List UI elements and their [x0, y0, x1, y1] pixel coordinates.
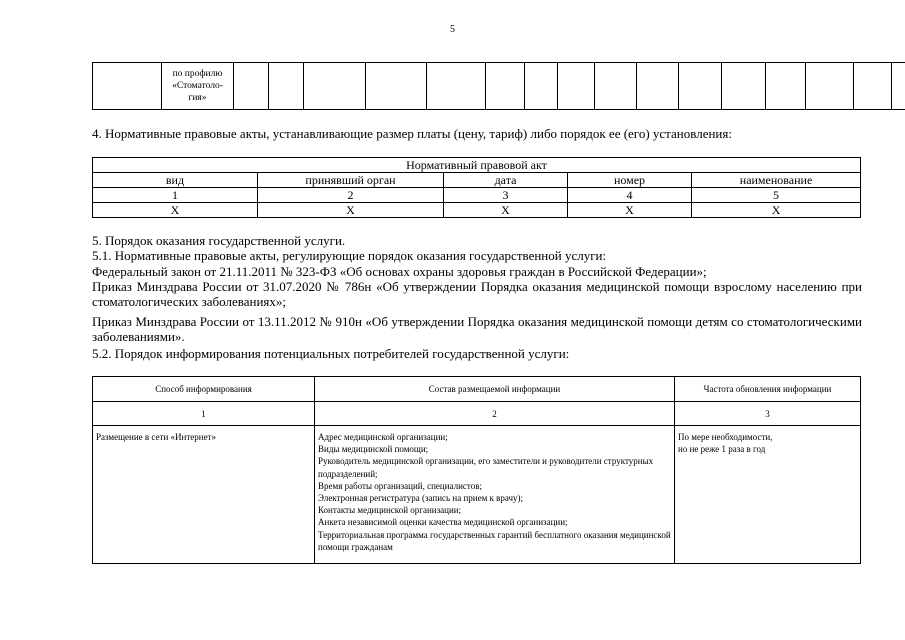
federal-law-text: Федеральный закон от 21.11.2011 № 323-ФЗ «Об основах охраны здоровья граждан в Российской Федерации»; — [92, 264, 707, 279]
section-5-1-heading: 5.1. Нормативные правовые акты, регулирующие порядок оказания государственной услуги: — [92, 248, 607, 263]
column-number: 1 — [93, 402, 315, 426]
column-header: принявший орган — [258, 173, 444, 188]
content-line: Территориальная программа государственных гарантий бесплатного оказания медицинской помощи гражданам — [318, 529, 671, 552]
top-table-cell — [93, 63, 162, 110]
top-table-cell — [766, 63, 806, 110]
order-786n-text: Приказ Минздрава России от 31.07.2020 № 786н «Об утверждении Порядка оказания медицинской помощи взрослому населению при стоматологических заболеваниях»; — [92, 279, 862, 309]
content-line: Анкета независимой оценки качества медицинской организации; — [318, 517, 568, 528]
column-number: 1 — [93, 188, 258, 203]
column-header: Частота обновления информации — [675, 377, 861, 402]
top-table-cell — [722, 63, 766, 110]
top-table-cell — [427, 63, 486, 110]
profile-line: гия» — [188, 93, 207, 103]
page-number: 5 — [450, 24, 455, 35]
table-cell: Х — [692, 203, 861, 218]
table-cell: Х — [93, 203, 258, 218]
top-table-cell — [679, 63, 722, 110]
informing-method-cell: Размещение в сети «Интернет» — [93, 426, 315, 564]
order-910n-text: Приказ Минздрава России от 13.11.2012 № 910н «Об утверждении Порядка оказания медицинской помощи детям со стоматологическими заболеваниями». — [92, 314, 862, 344]
top-table-cell — [892, 63, 905, 110]
column-number: 2 — [258, 188, 444, 203]
top-table-cell — [854, 63, 892, 110]
top-table-cell — [366, 63, 427, 110]
content-line: Электронная регистратура (запись на прием к врачу); — [318, 493, 524, 504]
profile-line: по профилю — [172, 69, 223, 79]
top-table — [92, 62, 905, 110]
section-5-heading: 5. Порядок оказания государственной услуги. — [92, 233, 346, 248]
column-number: 5 — [692, 188, 861, 203]
top-table-cell — [234, 63, 269, 110]
column-header: наименование — [692, 173, 861, 188]
top-table-cell — [304, 63, 366, 110]
column-header: Способ информирования — [93, 377, 315, 402]
profile-line: «Стоматоло- — [172, 81, 223, 91]
column-header: дата — [444, 173, 568, 188]
top-table-cell — [637, 63, 679, 110]
profile-cell — [162, 63, 234, 110]
frequency-line: но не реже 1 раза в год — [678, 444, 766, 455]
content-line: Контакты медицинской организации; — [318, 505, 462, 516]
column-header: номер — [568, 173, 692, 188]
top-table-cell — [486, 63, 525, 110]
top-table-cell — [269, 63, 304, 110]
column-number: 2 — [315, 402, 675, 426]
top-table-cell — [595, 63, 637, 110]
content-line: Адрес медицинской организации; — [318, 432, 448, 442]
top-table-cell — [806, 63, 854, 110]
informing-table — [92, 376, 861, 564]
table-cell: Х — [258, 203, 444, 218]
table-cell: Х — [444, 203, 568, 218]
column-number: 4 — [568, 188, 692, 203]
column-header: вид — [93, 173, 258, 188]
column-header: Состав размещаемой информации — [315, 377, 675, 402]
legal-acts-title: Нормативный правовой акт — [93, 158, 861, 173]
top-table-cell — [558, 63, 595, 110]
frequency-line: По мере необходимости, — [678, 432, 773, 442]
update-frequency-cell — [675, 426, 861, 564]
section-5-2-heading: 5.2. Порядок информирования потенциальных потребителей государственной услуги: — [92, 346, 570, 361]
content-line: Виды медицинской помощи; — [318, 444, 429, 455]
legal-acts-table — [92, 157, 861, 218]
top-table-cell — [525, 63, 558, 110]
content-line: Время работы организаций, специалистов; — [318, 480, 482, 491]
column-number: 3 — [675, 402, 861, 426]
section-4-heading: 4. Нормативные правовые акты, устанавливающие размер платы (цену, тариф) либо порядок ее (его) установления: — [92, 126, 732, 141]
table-cell: Х — [568, 203, 692, 218]
information-content-cell — [315, 426, 675, 564]
column-number: 3 — [444, 188, 568, 203]
content-line: Руководитель медицинской организации, его заместители и руководители структурных подразделений; — [318, 456, 654, 479]
